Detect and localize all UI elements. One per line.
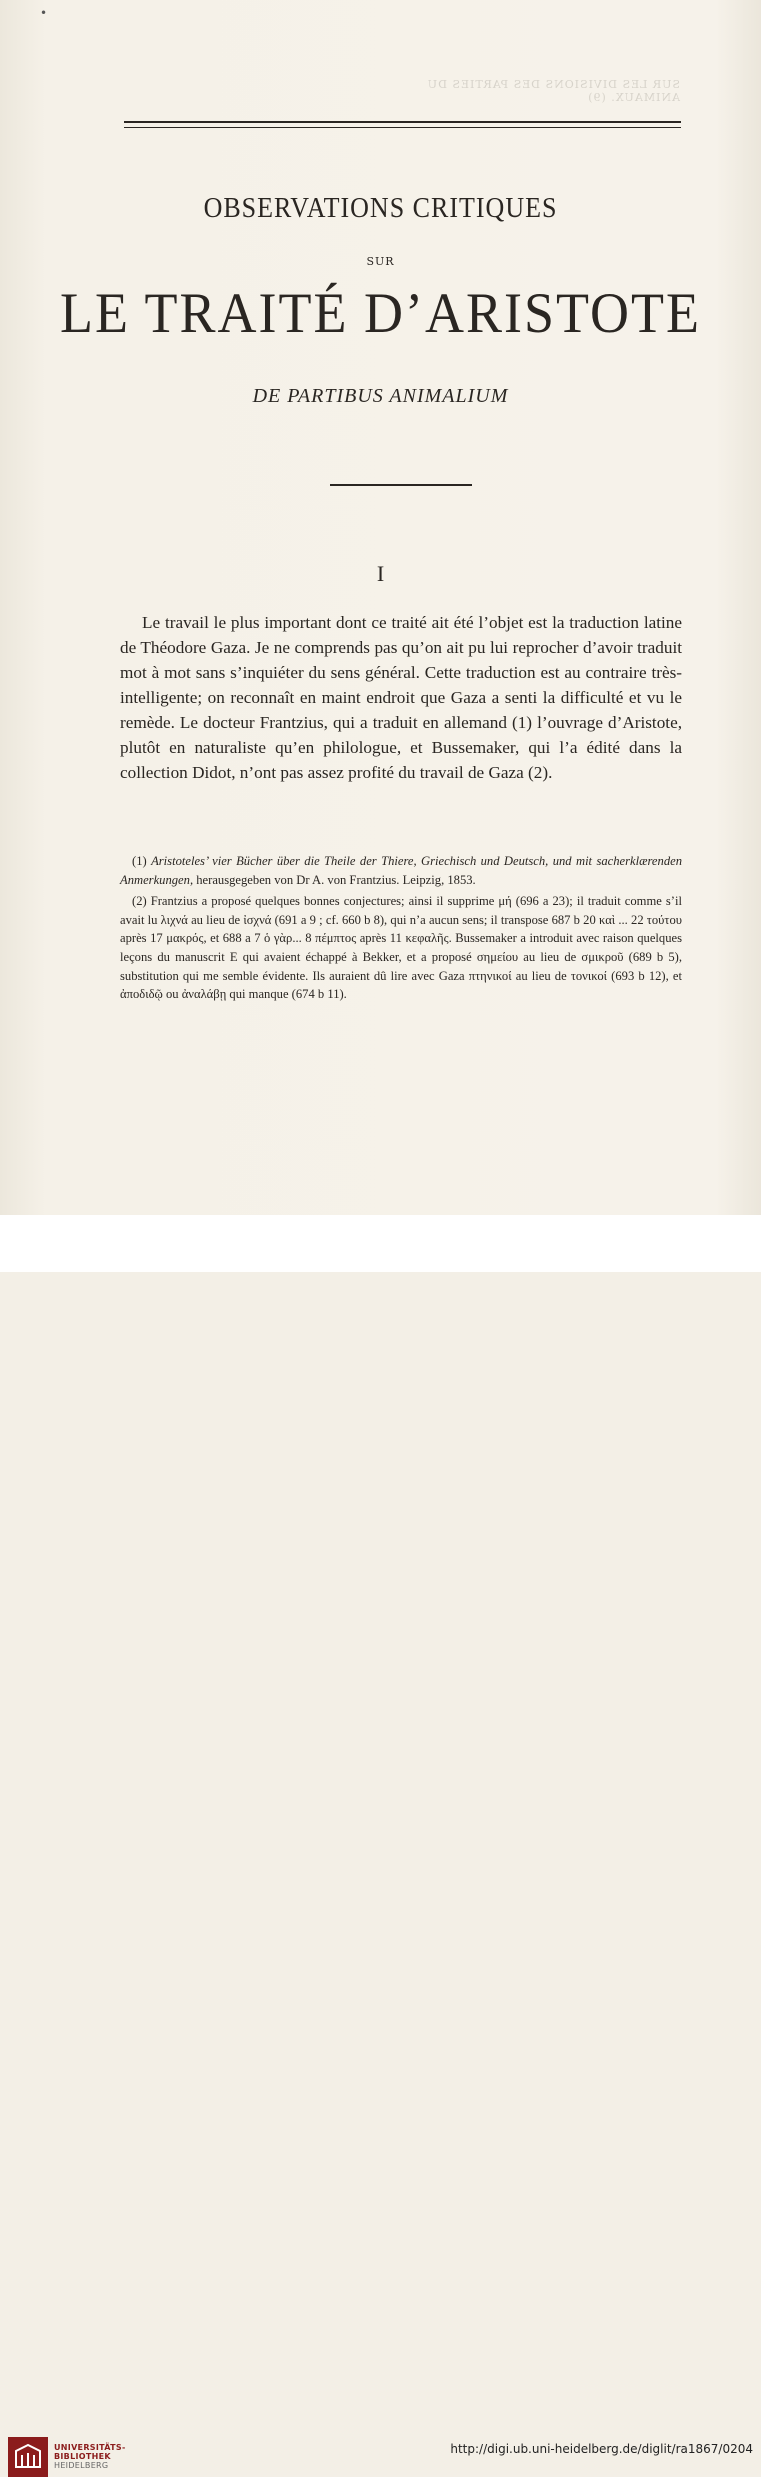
footnote-1 <box>120 852 682 889</box>
body-text <box>120 610 682 785</box>
top-mark: • <box>40 6 48 20</box>
footnotes <box>120 852 682 1007</box>
body-paragraph: Le travail le plus important dont ce traité ait été l’objet est la traduction latine de Théodore Gaza. Je ne comprends pas qu’on ait pu lui reprocher d’avoir traduit mot à mot sans s’inquiéter du sens général. Cette traduction est au contraire très-intelligente; on reconnaît en maint endroit que Gaza a senti la difficulté et vu le remède. Le docteur Frantzius, qui a traduit en allemand (1) l’ouvrage d’Aristote, plutôt en naturaliste qu’en philologue, et Bussemaker, qui l’a édité dans la collection Didot, n’ont pas assez profité du travail de Gaza (2). <box>120 613 682 782</box>
library-name-line3: HEIDELBERG <box>54 2461 109 2470</box>
library-name-line2: BIBLIOTHEK <box>54 2452 111 2461</box>
library-name-line1: UNIVERSITÄTS- <box>54 2443 126 2452</box>
bleed-through-header: SUR LES DIVISIONS DES PARTIES DU ANIMAUX. (9) <box>426 78 680 104</box>
library-logo-icon <box>8 2437 48 2477</box>
source-url[interactable]: http://digi.ub.uni-heidelberg.de/diglit/ra1867/0204 <box>450 2442 753 2456</box>
subtitle: DE PARTIBUS ANIMALIUM <box>252 385 509 407</box>
footnote-1-title: Aristoteles’ vier Bücher über die Theile der Thiere, Griechisch und Deutsch, und mit sacherklærenden Anmerkungen, <box>120 854 683 887</box>
footnote-1-number: (1) <box>132 854 147 868</box>
footnote-1-rest: herausgegeben von Dr A. von Frantzius. Leipzig, 1853. <box>196 872 476 887</box>
main-title: LE TRAITÉ D’ARISTOTE <box>60 281 701 345</box>
short-rule <box>330 484 472 486</box>
title-sur: SUR <box>366 255 395 268</box>
footer-bar <box>0 1215 761 2470</box>
title-observations: OBSERVATIONS CRITIQUES <box>203 191 558 224</box>
scanned-page <box>0 0 761 1215</box>
top-double-rule <box>124 121 681 128</box>
footnote-2: (2) Frantzius a proposé quelques bonnes conjectures; ainsi il supprime μή (696 a 23); il traduit comme s’il avait lu λιχνά au lieu de ἰσχνά (691 a 9 ; cf. 660 b 8), qui n’a aucun sens; il transpose 687 b 20 καὶ ... 22 τούτου après 17 μακρός, et 688 a 7 ὁ γὰρ... 8 πέμπτος après 11 κεφαλῆς. Bussemaker a introduit avec raison quelques leçons du manuscrit E qui avaient échappé à Bekker, et a proposé σημείου au lieu de σμικροῦ (689 b 5), substitution qui me semble évidente. Ils auraient dû lire avec Gaza πτηνικοί au lieu de τονικοί (693 b 12), et ἀποδιδῷ ou ἀναλάβῃ qui manque (674 b 11). <box>120 894 682 1002</box>
library-name <box>54 2443 126 2470</box>
section-number: I <box>376 561 385 586</box>
